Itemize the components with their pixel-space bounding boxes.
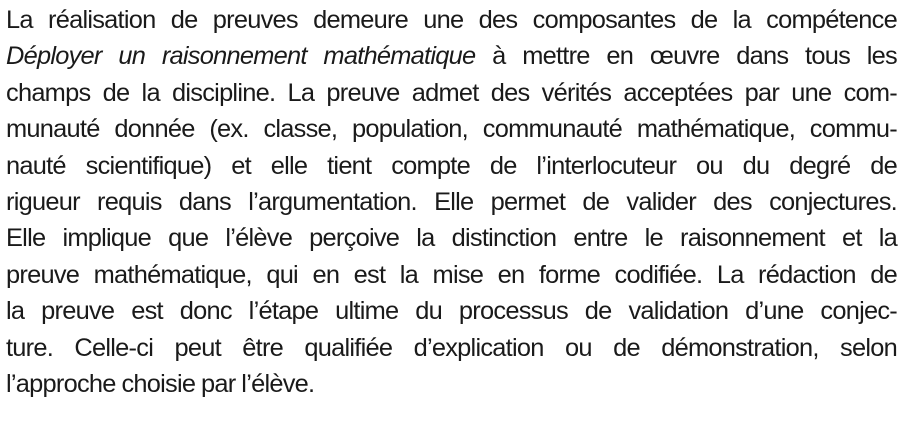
text-line: La réalisation de preuves demeure une des composantes de la compétence [6, 6, 897, 34]
text-fragment: à mettre en œuvre dans tous les [492, 42, 897, 71]
text-line: ture. Celle-ci peut être qualifiée d’explication ou de démonstration, selon [6, 333, 897, 362]
text-line: la preuve est donc l’étape ultime du processus de validation d’une conjec- [6, 297, 897, 326]
text-line: Elle implique que l’élève perçoive la distinction entre le raisonnement et la [6, 224, 897, 253]
text-line: preuve mathématique, qui en est la mise en forme codifiée. La rédaction de [6, 260, 897, 289]
competency-title: Déployer un raisonnement mathématique [6, 42, 476, 71]
text-line: nauté scientifique) et elle tient compte de l’interlocuteur ou du degré de [6, 151, 897, 180]
text-line: champs de la discipline. La preuve admet des vérités acceptées par une com- [6, 78, 897, 107]
text-line [6, 38, 897, 74]
text-line: l’approche choisie par l’élève. [6, 369, 315, 398]
text-line: munauté donnée (ex. classe, population, communauté mathématique, commu- [6, 115, 897, 144]
text-line: rigueur requis dans l’argumentation. Elle permet de valider des conjectures. [6, 187, 897, 216]
document-paragraph [6, 2, 897, 402]
